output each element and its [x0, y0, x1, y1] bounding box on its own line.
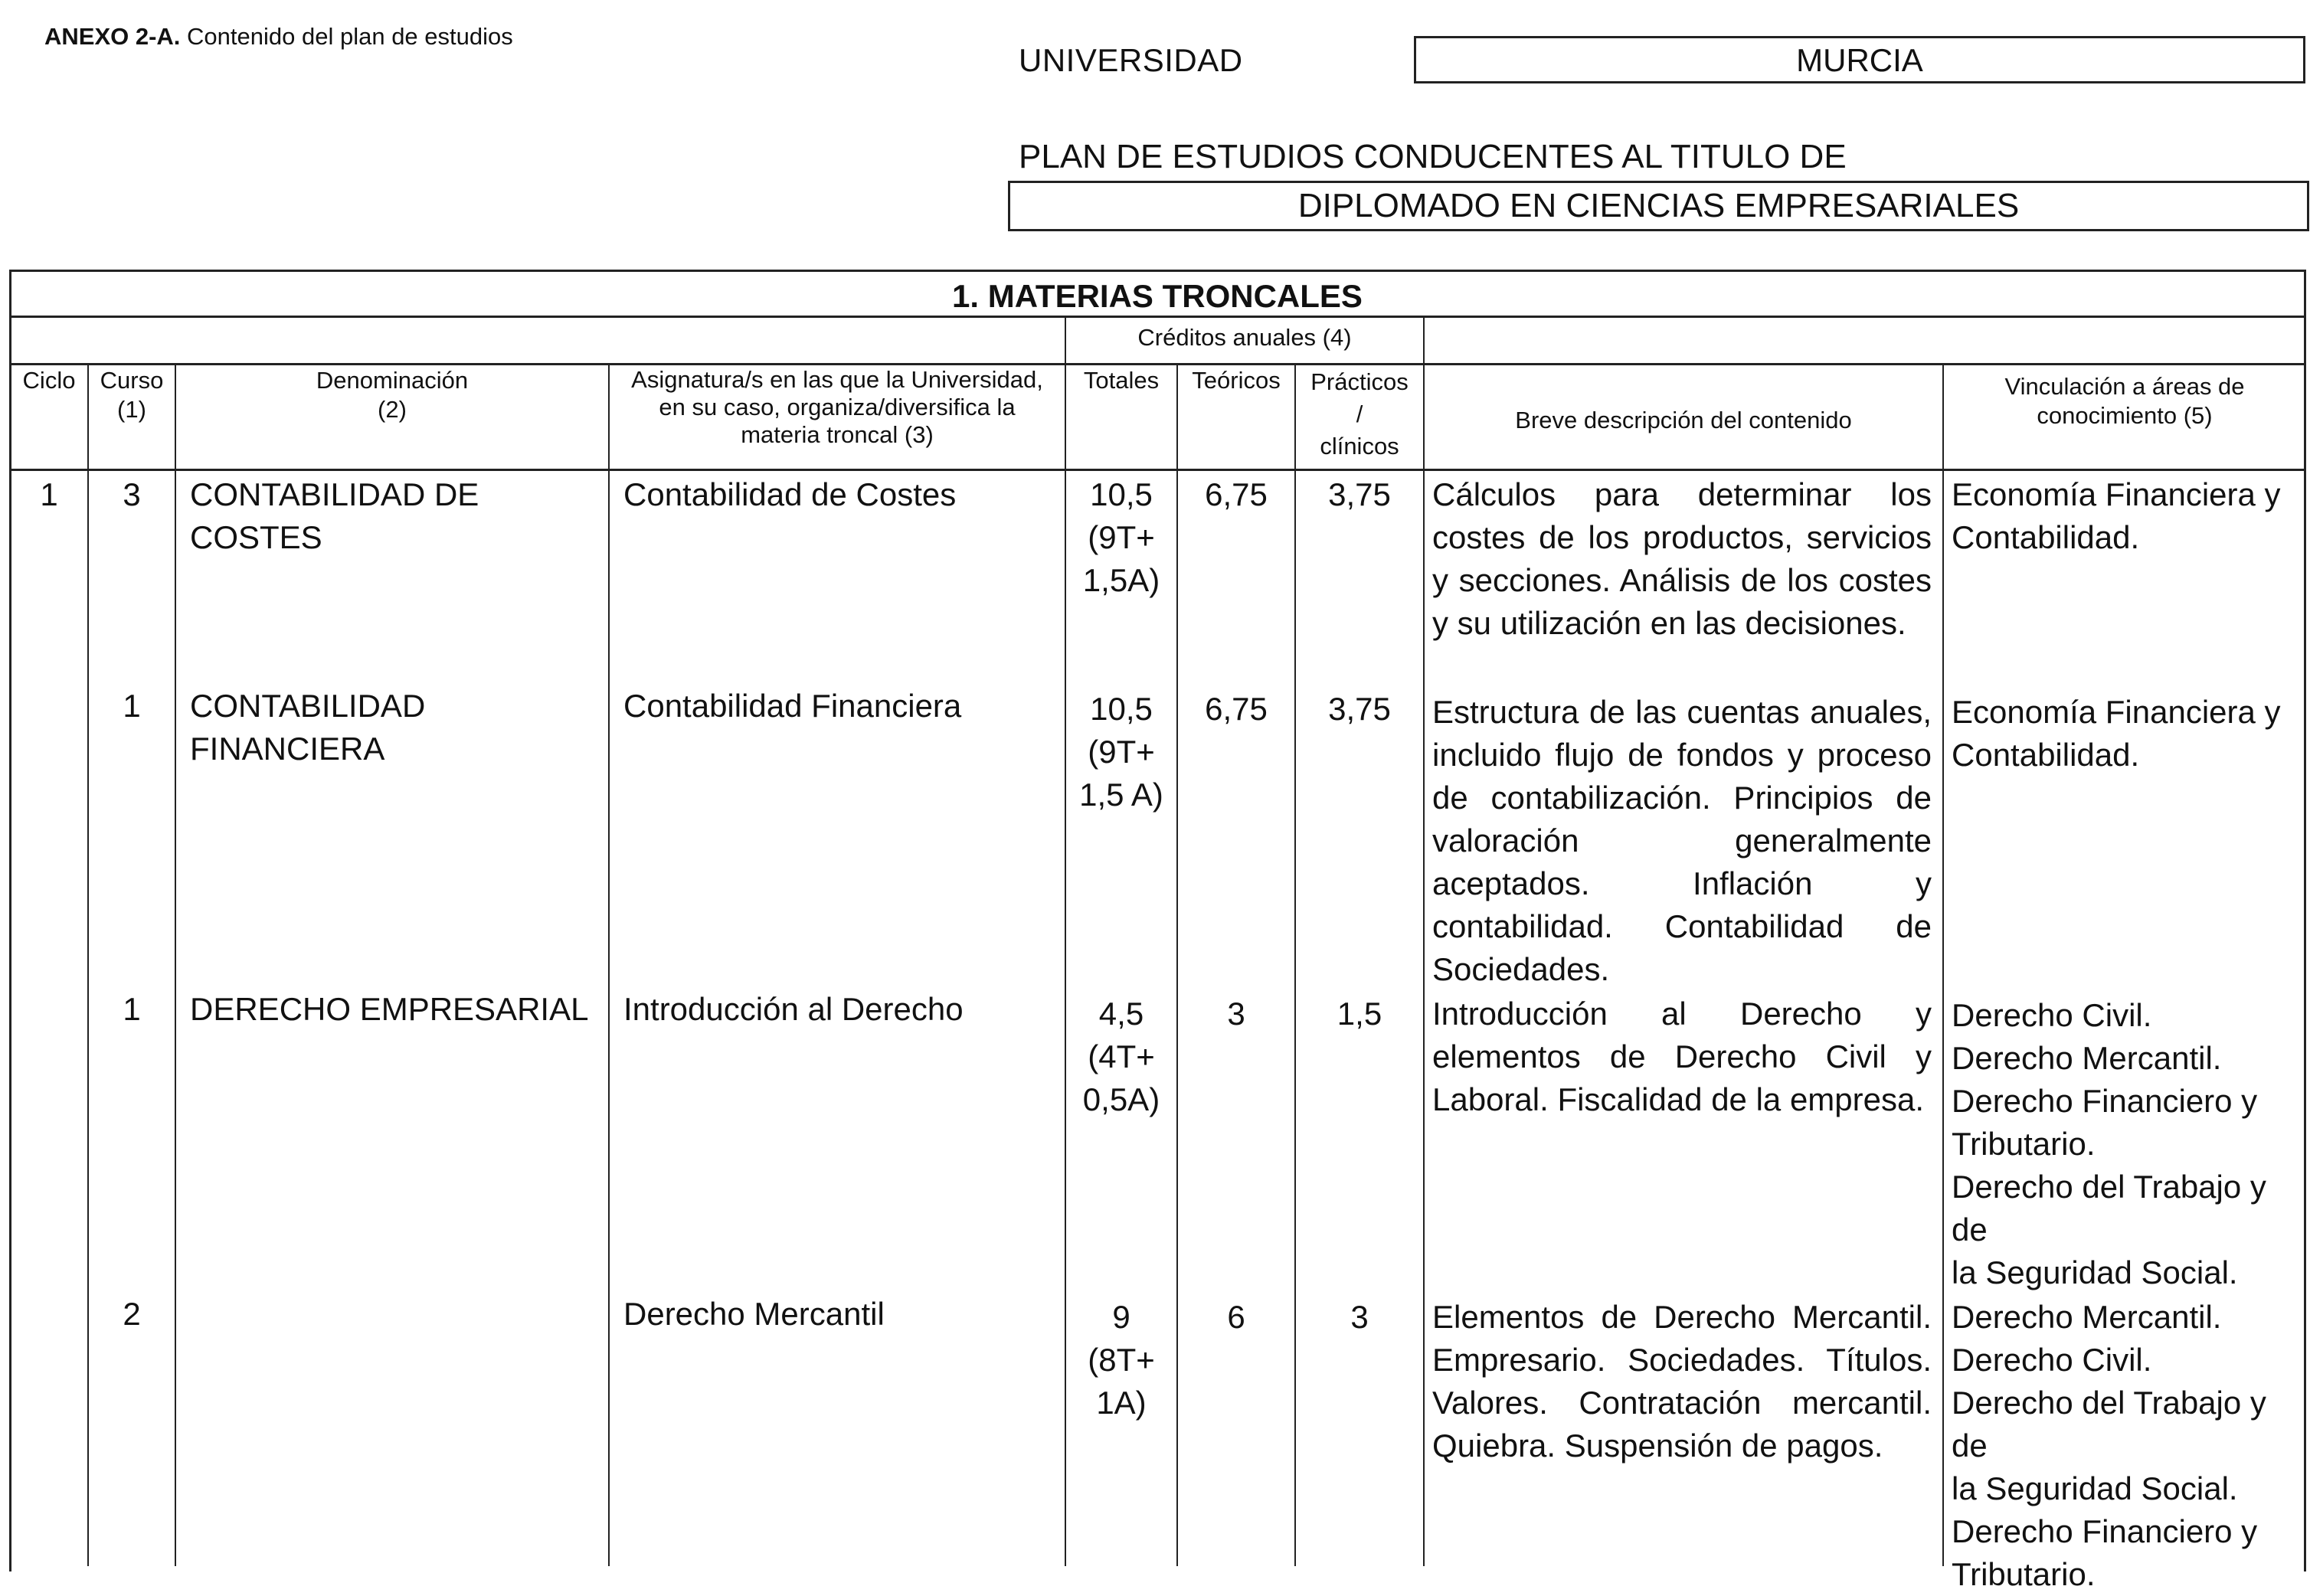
row-2-totales-value: 10,5	[1090, 691, 1153, 727]
col-descripcion	[1425, 406, 1942, 435]
university-value: MURCIA	[1414, 36, 2305, 83]
row-4-vinculacion-line: Derecho Financiero y	[1952, 1513, 2258, 1549]
col-descripcion-label: Breve descripción del contenido	[1515, 407, 1852, 433]
col-practicos-line-1: Prácticos	[1310, 368, 1409, 395]
plan-label: PLAN DE ESTUDIOS CONDUCENTES AL TITULO DE	[1019, 138, 1847, 175]
row-4-practicos: 3	[1350, 1299, 1369, 1335]
col-practicos	[1296, 366, 1423, 463]
row-4-totales-split: (8T+	[1088, 1342, 1155, 1378]
row-3-totales-split: 0,5A)	[1082, 1081, 1160, 1117]
column-rule	[175, 363, 176, 1566]
row-1-asignatura: Contabilidad de Costes	[623, 476, 957, 512]
col-totales-label: Totales	[1083, 367, 1160, 394]
row-1-totales	[1066, 473, 1176, 602]
col-vinculacion-line-1: Vinculación a áreas de	[2004, 373, 2245, 400]
row-1-vinculacion-line: Economía Financiera y	[1952, 476, 2281, 512]
row-3-asignatura: Introducción al Derecho	[623, 991, 964, 1027]
row-4-asignatura: Derecho Mercantil	[623, 1296, 885, 1332]
row-3-vinculacion-line: Derecho Civil.	[1952, 997, 2152, 1033]
row-2-asignatura: Contabilidad Financiera	[623, 688, 962, 724]
col-asignatura-line-2: en su caso, organiza/diversifica la	[659, 394, 1016, 420]
row-4-totales	[1066, 1296, 1176, 1424]
row-2-curso: 1	[123, 688, 141, 724]
col-teoricos	[1178, 366, 1294, 395]
row-1-vinculacion-line: Contabilidad.	[1952, 519, 2140, 555]
row-3-descripcion: Introducción al Derecho y elementos de Derecho Civil y Laboral. Fiscalidad de la empresa.	[1432, 996, 1932, 1117]
col-asignatura-line-1: Asignatura/s en las que la Universidad,	[631, 366, 1043, 393]
col-denominacion-label: Denominación	[316, 367, 469, 394]
row-1-totales-split: (9T+	[1088, 519, 1155, 555]
col-curso	[89, 366, 175, 424]
row-1-teoricos: 6,75	[1205, 476, 1268, 512]
column-rule	[608, 363, 610, 1566]
plan-value: DIPLOMADO EN CIENCIAS EMPRESARIALES	[1008, 181, 2309, 231]
row-4-curso: 2	[123, 1296, 141, 1332]
col-curso-note: (1)	[117, 396, 146, 423]
row-2-teoricos: 6,75	[1205, 691, 1268, 727]
row-1-denominacion: CONTABILIDAD DE COSTES	[190, 476, 479, 555]
annex-text: Contenido del plan de estudios	[187, 23, 513, 50]
col-ciclo	[11, 366, 87, 395]
col-denominacion	[176, 366, 608, 424]
row-2-vinculacion-line: Contabilidad.	[1952, 737, 2140, 773]
row-4-vinculacion-line: Derecho Civil.	[1952, 1342, 2152, 1378]
row-4-teoricos: 6	[1227, 1299, 1245, 1335]
row-1-totales-value: 10,5	[1090, 476, 1153, 512]
row-2-totales-split: 1,5 A)	[1079, 777, 1163, 813]
column-rule	[1294, 363, 1296, 1566]
annex-heading	[44, 23, 513, 51]
row-4-vinculacion-line: Tributario.	[1952, 1556, 2096, 1592]
row-4-vinculacion-line: Derecho del Trabajo y de	[1952, 1385, 2266, 1464]
table-rule	[9, 469, 2306, 471]
col-curso-label: Curso	[100, 367, 164, 394]
column-rule	[1942, 363, 1944, 1566]
section-title: 1. MATERIAS TRONCALES	[952, 278, 1363, 314]
row-3-totales	[1066, 993, 1176, 1121]
annex-label: ANEXO 2-A.	[44, 23, 181, 50]
row-4-vinculacion-line: la Seguridad Social.	[1952, 1470, 2238, 1506]
row-3-curso: 1	[123, 991, 141, 1027]
row-3-teoricos: 3	[1227, 996, 1245, 1032]
row-4-totales-value: 9	[1112, 1299, 1130, 1335]
col-practicos-line-3: clínicos	[1320, 433, 1399, 460]
row-4-descripcion: Elementos de Derecho Mercantil. Empresario. Sociedades. Títulos. Valores. Contratación mercantil. Quiebra. Suspensión de pagos.	[1432, 1299, 1932, 1464]
creditos-header: Créditos anuales (4)	[1137, 324, 1352, 351]
row-3-vinculacion-line: Derecho Mercantil.	[1952, 1040, 2222, 1076]
column-rule	[1423, 316, 1425, 1566]
col-practicos-line-2: /	[1356, 401, 1363, 427]
col-denominacion-note: (2)	[378, 396, 407, 423]
row-1-curso: 3	[123, 476, 141, 512]
col-asignatura-line-3: materia troncal (3)	[741, 421, 934, 448]
row-4-vinculacion-line: Derecho Mercantil.	[1952, 1299, 2222, 1335]
row-2-practicos: 3,75	[1328, 691, 1391, 727]
row-3-totales-split: (4T+	[1088, 1038, 1155, 1074]
row-4-vinculacion	[1952, 1296, 2305, 1596]
row-4-totales-split: 1A)	[1096, 1385, 1147, 1421]
row-2-vinculacion-line: Economía Financiera y	[1952, 694, 2281, 730]
row-2-descripcion: Estructura de las cuentas anuales, incluido flujo de fondos y proceso de contabilización. Principios de valoración generalmente aceptados. Inflación y contabilidad. Contabilidad de Sociedades.	[1432, 694, 1932, 987]
row-3-vinculacion-line: Derecho Financiero y	[1952, 1083, 2258, 1119]
row-3-vinculacion-line: Tributario.	[1952, 1126, 2096, 1162]
row-1-descripcion: Cálculos para determinar los costes de los productos, servicios y secciones. Análisis de los costes y su utilización en las decisiones.	[1432, 476, 1932, 641]
row-1-vinculacion	[1952, 473, 2305, 559]
col-vinculacion-line-2: conocimiento (5)	[2037, 402, 2213, 429]
col-teoricos-label: Teóricos	[1192, 367, 1281, 394]
row-3-denominacion: DERECHO EMPRESARIAL	[190, 991, 589, 1027]
col-vinculacion	[1944, 372, 2305, 430]
row-1-ciclo: 1	[40, 476, 58, 512]
row-3-vinculacion-line: Derecho del Trabajo y de	[1952, 1169, 2266, 1248]
row-3-totales-value: 4,5	[1098, 996, 1144, 1032]
row-1-totales-split: 1,5A)	[1082, 562, 1160, 598]
row-3-practicos: 1,5	[1337, 996, 1382, 1032]
row-2-vinculacion	[1952, 691, 2305, 777]
col-asignatura	[610, 366, 1065, 449]
col-ciclo-label: Ciclo	[22, 367, 76, 394]
row-3-vinculacion	[1952, 994, 2305, 1294]
column-rule	[1176, 363, 1178, 1566]
row-1-practicos: 3,75	[1328, 476, 1391, 512]
table-rule	[9, 363, 2306, 365]
row-3-vinculacion-line: la Seguridad Social.	[1952, 1254, 2238, 1290]
column-rule	[87, 363, 89, 1566]
row-2-totales-split: (9T+	[1088, 734, 1155, 770]
row-2-totales	[1066, 688, 1176, 816]
university-label: UNIVERSIDAD	[1019, 42, 1243, 78]
row-2-denominacion: CONTABILIDAD FINANCIERA	[190, 688, 426, 767]
col-totales	[1066, 366, 1176, 395]
